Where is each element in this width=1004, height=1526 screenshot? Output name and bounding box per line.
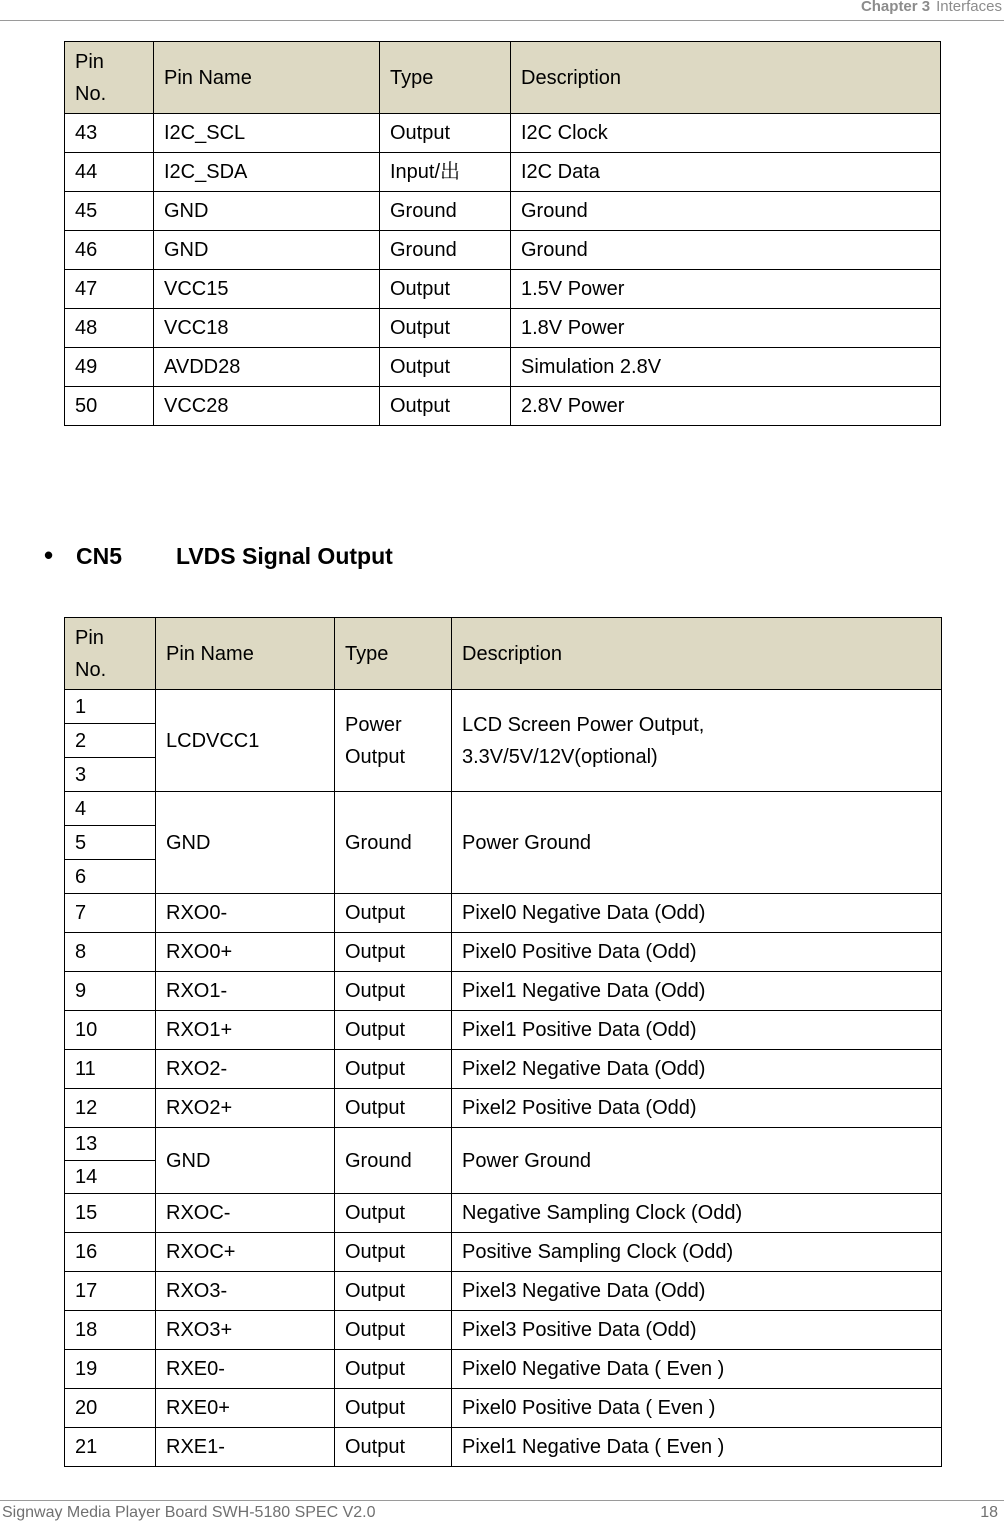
page-footer <box>0 1500 1004 1526</box>
cell-pin-name: RXO2+ <box>156 1089 335 1128</box>
cell-pin-no: 3 <box>65 758 156 792</box>
table-row <box>65 153 941 192</box>
cell-description: Power Ground <box>452 792 942 894</box>
cell-pin-no: 6 <box>65 860 156 894</box>
cell-pin-no: 43 <box>65 114 154 153</box>
cell-pin-name: RXO3- <box>156 1272 335 1311</box>
cell-pin-name: VCC28 <box>154 387 380 426</box>
cell-pin-no: 5 <box>65 826 156 860</box>
table-header-row <box>65 42 941 114</box>
cell-pin-name: VCC15 <box>154 270 380 309</box>
cell-pin-no: 46 <box>65 231 154 270</box>
cell-type: Output <box>335 1311 452 1350</box>
column-header-pin-no: Pin No. <box>65 42 154 114</box>
cell-pin-no: 44 <box>65 153 154 192</box>
pin-table-cn5 <box>64 617 942 1467</box>
table-subrow <box>65 690 942 724</box>
cell-type: Output <box>335 933 452 972</box>
column-header-type: Type <box>380 42 511 114</box>
cell-type: Output <box>335 1194 452 1233</box>
table-row <box>65 114 941 153</box>
cell-type: Output <box>335 1050 452 1089</box>
cell-type: Ground <box>335 1128 452 1194</box>
cell-description: Ground <box>511 231 941 270</box>
cell-pin-name: RXE0- <box>156 1350 335 1389</box>
cell-pin-no: 2 <box>65 724 156 758</box>
cell-pin-name: RXO0- <box>156 894 335 933</box>
bullet-icon: • <box>44 540 54 570</box>
cell-description: Pixel0 Positive Data ( Even ) <box>452 1389 942 1428</box>
cell-pin-no: 45 <box>65 192 154 231</box>
cell-pin-no: 21 <box>65 1428 156 1467</box>
cell-pin-no: 10 <box>65 1011 156 1050</box>
cell-pin-no: 8 <box>65 933 156 972</box>
table-row <box>65 231 941 270</box>
cell-description: I2C Data <box>511 153 941 192</box>
cell-description: Pixel0 Negative Data ( Even ) <box>452 1350 942 1389</box>
cell-pin-no: 9 <box>65 972 156 1011</box>
cell-description: Negative Sampling Clock (Odd) <box>452 1194 942 1233</box>
cell-pin-name: VCC18 <box>154 309 380 348</box>
cell-pin-no: 11 <box>65 1050 156 1089</box>
header-text <box>861 0 1002 15</box>
table-row <box>65 1428 942 1467</box>
column-header-pin-name: Pin Name <box>154 42 380 114</box>
cell-pin-no: 17 <box>65 1272 156 1311</box>
column-header-pin-no: Pin No. <box>65 618 156 690</box>
cell-type: Input/出 <box>380 153 511 192</box>
column-header-description: Description <box>511 42 941 114</box>
cell-type: Output <box>335 1011 452 1050</box>
header-title: Interfaces <box>936 0 1002 15</box>
cell-description: Pixel2 Positive Data (Odd) <box>452 1089 942 1128</box>
table-body-top <box>65 114 941 426</box>
table-row <box>65 348 941 387</box>
cell-pin-name: RXOC- <box>156 1194 335 1233</box>
cell-description: Pixel0 Positive Data (Odd) <box>452 933 942 972</box>
column-header-pin-name: Pin Name <box>156 618 335 690</box>
column-header-description: Description <box>452 618 942 690</box>
table-row <box>65 1050 942 1089</box>
section-heading-cn5 <box>44 540 393 571</box>
cell-pin-no: 47 <box>65 270 154 309</box>
section-code: CN5 <box>76 543 123 569</box>
cell-type: Output <box>335 972 452 1011</box>
cell-pin-name: RXO1+ <box>156 1011 335 1050</box>
cell-pin-name: RXOC+ <box>156 1233 335 1272</box>
table-row <box>65 1011 942 1050</box>
cell-pin-name: GND <box>156 792 335 894</box>
table-row <box>65 1389 942 1428</box>
pin-table-top <box>64 41 941 426</box>
cell-description: Simulation 2.8V <box>511 348 941 387</box>
header-chapter: Chapter 3 <box>860 0 931 15</box>
cell-description: Power Ground <box>452 1128 942 1194</box>
cell-type: Output <box>335 1350 452 1389</box>
column-header-type: Type <box>335 618 452 690</box>
table-row <box>65 1194 942 1233</box>
cell-type: Output <box>380 348 511 387</box>
cell-pin-name: GND <box>156 1128 335 1194</box>
table-subrow <box>65 1128 942 1161</box>
table-row <box>65 972 942 1011</box>
table-subrow <box>65 792 942 826</box>
table-row <box>65 387 941 426</box>
table-row <box>65 1311 942 1350</box>
cell-pin-name: GND <box>154 192 380 231</box>
cell-pin-name: AVDD28 <box>154 348 380 387</box>
cell-type: Output <box>335 894 452 933</box>
cell-description: 1.8V Power <box>511 309 941 348</box>
cell-type: Ground <box>335 792 452 894</box>
cell-pin-name: I2C_SDA <box>154 153 380 192</box>
cell-description: Ground <box>511 192 941 231</box>
cell-pin-no: 14 <box>65 1161 156 1194</box>
cell-pin-no: 16 <box>65 1233 156 1272</box>
cell-description: Pixel1 Negative Data ( Even ) <box>452 1428 942 1467</box>
cell-description: Pixel3 Positive Data (Odd) <box>452 1311 942 1350</box>
cell-type: Output <box>335 1272 452 1311</box>
cell-pin-no: 1 <box>65 690 156 724</box>
table-header-row <box>65 618 942 690</box>
cell-type: Output <box>380 114 511 153</box>
cell-pin-no: 50 <box>65 387 154 426</box>
cell-description: Pixel1 Negative Data (Odd) <box>452 972 942 1011</box>
cell-type: Output <box>335 1428 452 1467</box>
section-title: LVDS Signal Output <box>176 543 393 569</box>
cell-pin-no: 7 <box>65 894 156 933</box>
table-row <box>65 1272 942 1311</box>
cell-pin-no: 19 <box>65 1350 156 1389</box>
cell-pin-name: RXO2- <box>156 1050 335 1089</box>
cell-type: Output <box>380 309 511 348</box>
cell-pin-name: RXE0+ <box>156 1389 335 1428</box>
cell-pin-name: I2C_SCL <box>154 114 380 153</box>
table-row <box>65 1089 942 1128</box>
cell-pin-no: 48 <box>65 309 154 348</box>
cell-type: Output <box>380 270 511 309</box>
cell-description: Pixel0 Negative Data (Odd) <box>452 894 942 933</box>
cell-type: Output <box>335 1233 452 1272</box>
cell-pin-no: 13 <box>65 1128 156 1161</box>
cell-type: Output <box>335 1089 452 1128</box>
cell-description: Pixel1 Positive Data (Odd) <box>452 1011 942 1050</box>
table-row <box>65 270 941 309</box>
table-row <box>65 1350 942 1389</box>
cell-pin-name: GND <box>154 231 380 270</box>
cell-pin-name: LCDVCC1 <box>156 690 335 792</box>
cell-type: Output <box>380 387 511 426</box>
cell-description: 1.5V Power <box>511 270 941 309</box>
cell-type: Output <box>335 1389 452 1428</box>
cell-pin-no: 15 <box>65 1194 156 1233</box>
cell-type: Ground <box>380 192 511 231</box>
cell-pin-no: 18 <box>65 1311 156 1350</box>
cell-pin-no: 20 <box>65 1389 156 1428</box>
page-number: 18 <box>980 1504 998 1521</box>
page-header <box>0 0 1004 21</box>
cell-pin-no: 4 <box>65 792 156 826</box>
cell-pin-name: RXO1- <box>156 972 335 1011</box>
table-body-cn5 <box>65 690 942 1467</box>
table-row <box>65 894 942 933</box>
cell-description: Positive Sampling Clock (Odd) <box>452 1233 942 1272</box>
cell-description: Pixel3 Negative Data (Odd) <box>452 1272 942 1311</box>
cell-type: Power Output <box>335 690 452 792</box>
cell-description: Pixel2 Negative Data (Odd) <box>452 1050 942 1089</box>
cell-type: Ground <box>380 231 511 270</box>
cell-pin-name: RXE1- <box>156 1428 335 1467</box>
footer-doc-title: Signway Media Player Board SWH-5180 SPEC V2.0 <box>2 1504 376 1521</box>
table-row <box>65 192 941 231</box>
cell-pin-name: RXO0+ <box>156 933 335 972</box>
table-row <box>65 309 941 348</box>
table-row <box>65 1233 942 1272</box>
cell-pin-no: 12 <box>65 1089 156 1128</box>
cell-description: I2C Clock <box>511 114 941 153</box>
cell-pin-name: RXO3+ <box>156 1311 335 1350</box>
cell-description: 2.8V Power <box>511 387 941 426</box>
table-row <box>65 933 942 972</box>
cell-description: LCD Screen Power Output, 3.3V/5V/12V(optional) <box>452 690 942 792</box>
cell-pin-no: 49 <box>65 348 154 387</box>
